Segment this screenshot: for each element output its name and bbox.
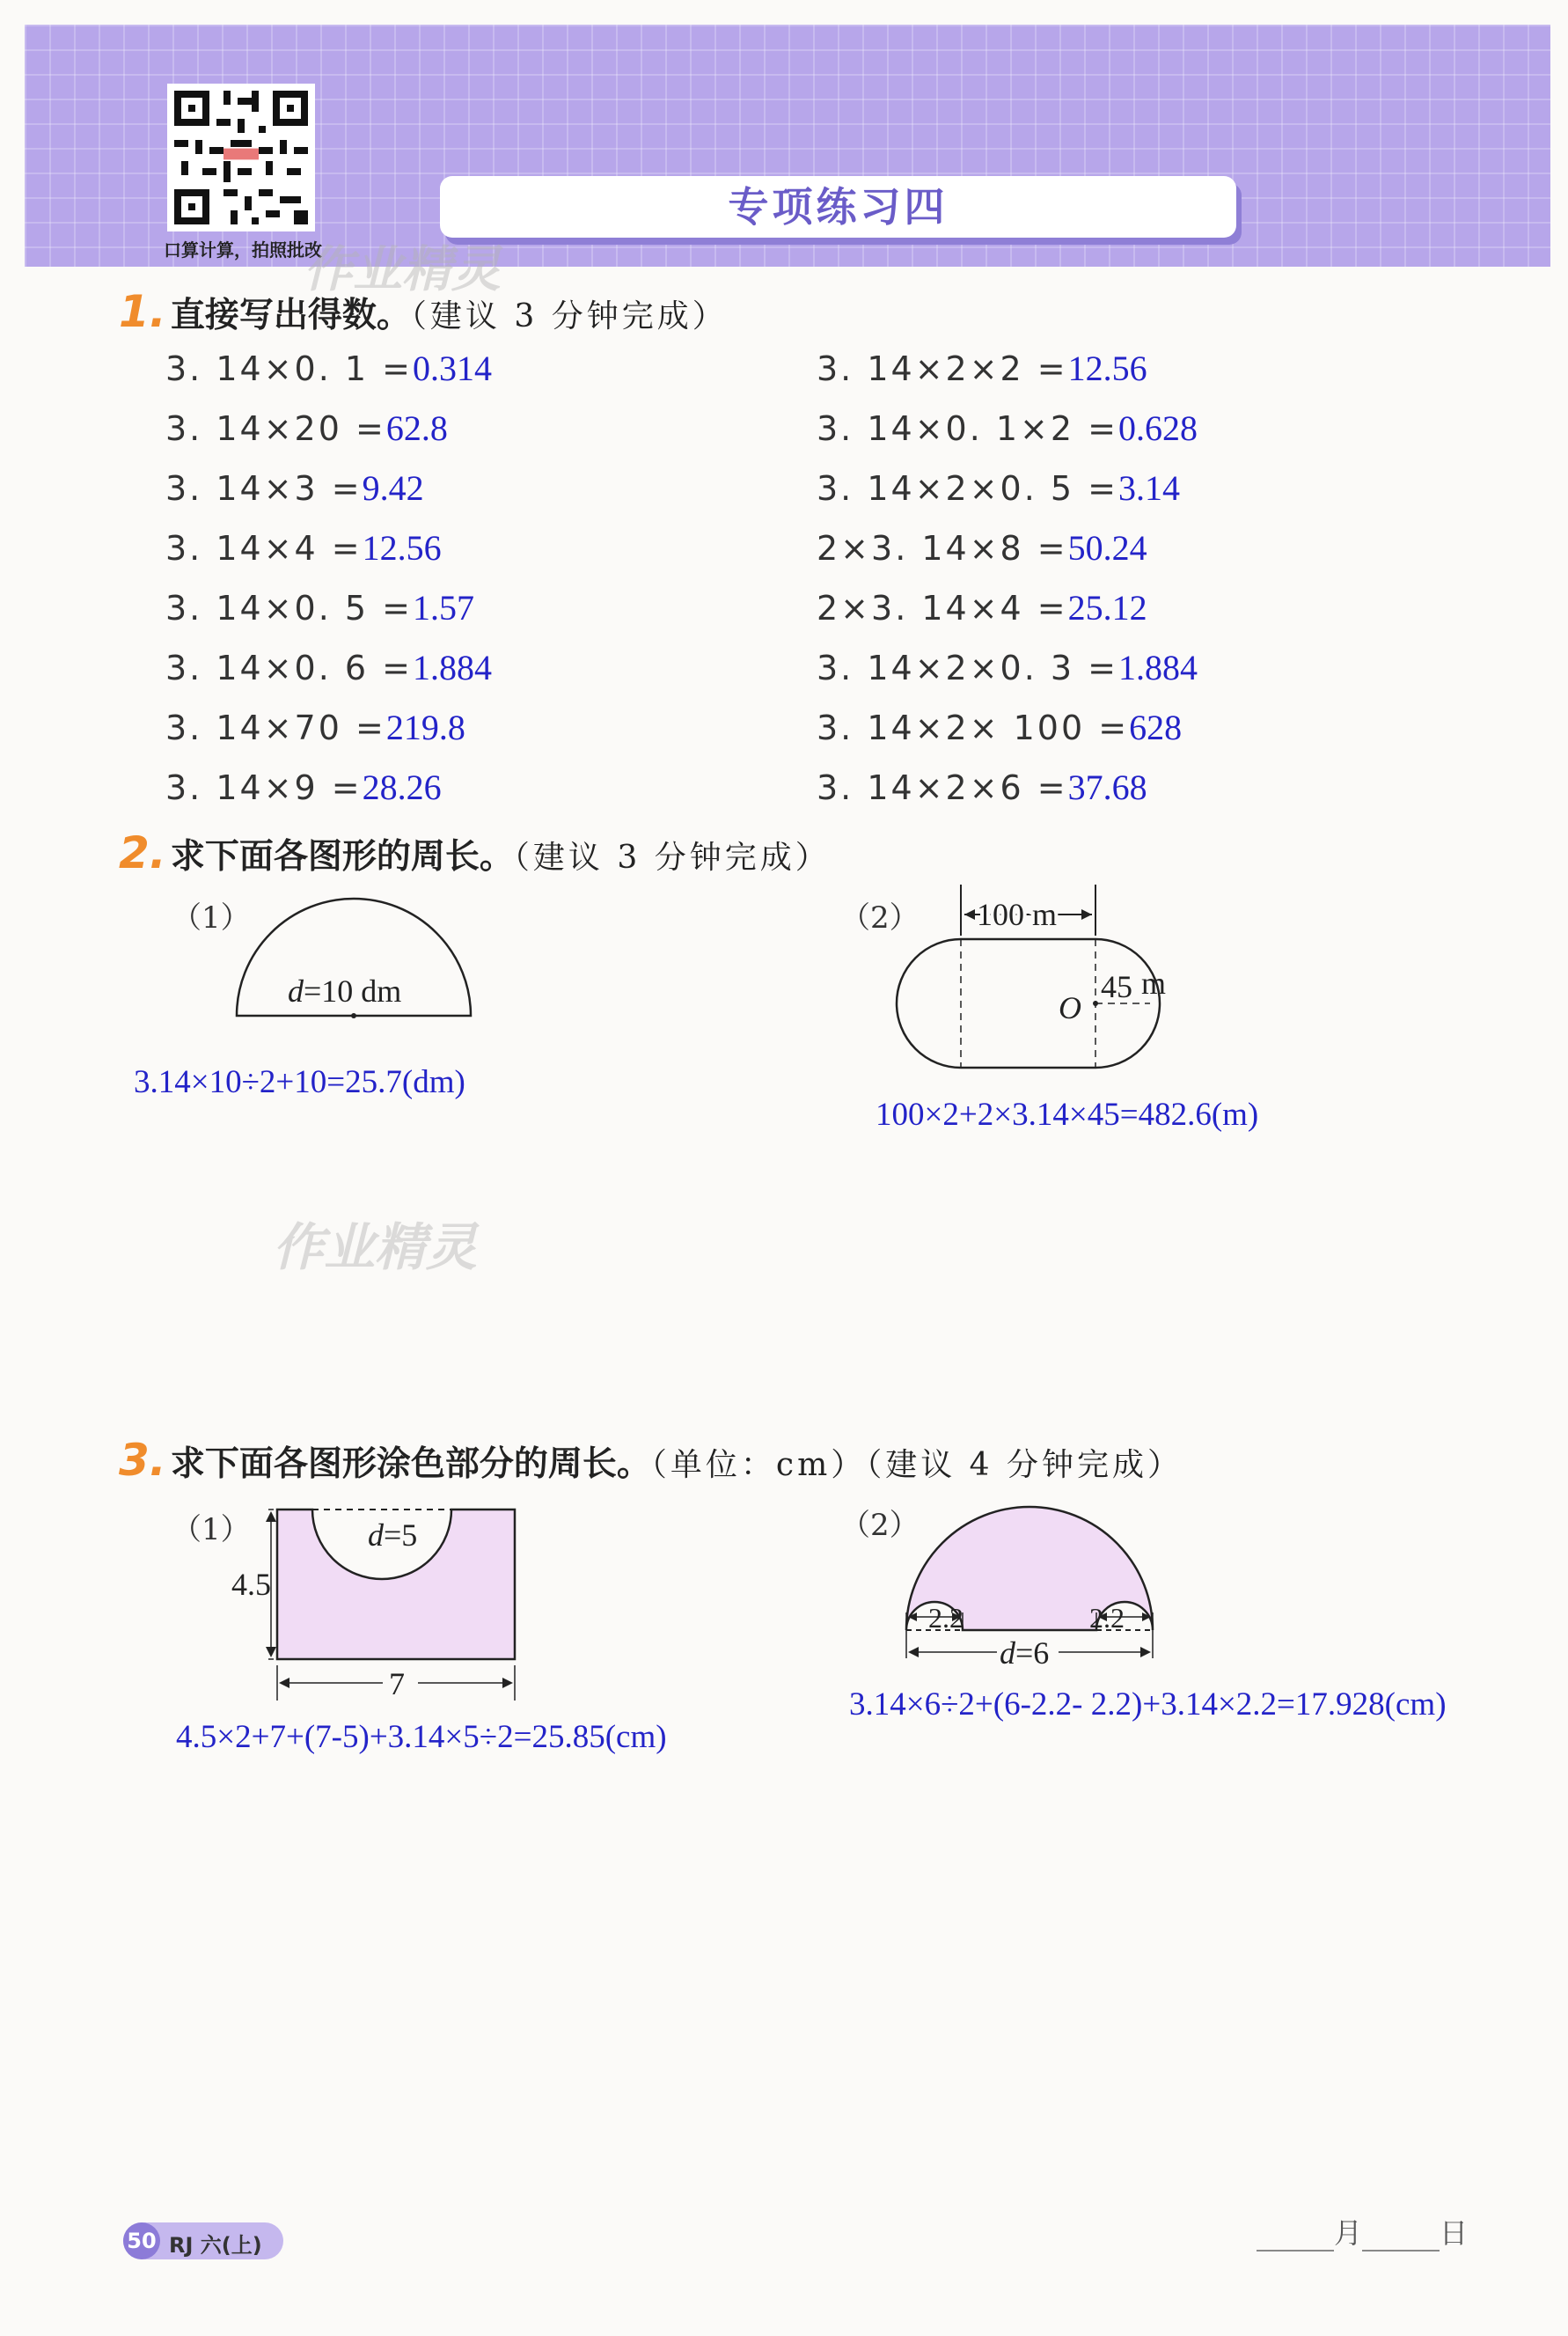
fig3-1-answer: 4.5×2+7+(7-5)+3.14×5÷2=25.85(cm) — [176, 1719, 667, 1755]
day-blank[interactable] — [1362, 2223, 1440, 2252]
section1-left-column — [165, 348, 492, 826]
arched-figure — [893, 1496, 1183, 1672]
equation-row: 3. 14×20 =62.8 — [165, 408, 448, 448]
date-field — [1257, 2211, 1468, 2252]
section2-hint: （建议 3 分钟完成） — [513, 840, 831, 876]
large-diameter-label: d=6 — [1000, 1635, 1050, 1671]
qr-caption: 口算计算，拍照批改 — [164, 239, 322, 261]
section3-heading — [119, 1435, 1183, 1486]
stadium-figure — [893, 885, 1210, 1078]
stadium-center-label: O — [1059, 990, 1081, 1025]
equation-row: 3. 14×0. 6 =1.884 — [165, 648, 492, 687]
equation-row: 2×3. 14×8 =50.24 — [817, 528, 1147, 568]
equation-row: 3. 14×70 =219.8 — [165, 708, 465, 747]
stadium-radius-unit: m — [1141, 966, 1167, 1001]
equation-row: 3. 14×9 =28.26 — [165, 768, 442, 807]
cutout-diameter-label: d=5 — [368, 1517, 418, 1553]
semicircle-diameter-label: d=10 dm — [288, 973, 402, 1009]
equation-row: 3. 14×2×0. 3 =1.884 — [817, 648, 1198, 687]
section1-heading — [119, 286, 728, 337]
qr-code-icon[interactable] — [167, 84, 315, 231]
section3-number: 3. — [119, 1435, 166, 1486]
small-diameter-left: 2.2 — [928, 1602, 964, 1634]
equation-row: 3. 14×2×6 =37.68 — [817, 768, 1147, 807]
section3-title: 求下面各图形涂色部分的周长。 — [170, 1444, 651, 1484]
equation-row: 3. 14×2×0. 5 =3.14 — [817, 468, 1180, 508]
section1-number: 1. — [119, 286, 166, 337]
watermark-mid: 作业精灵 — [273, 1217, 478, 1277]
day-label: 日 — [1440, 2216, 1469, 2250]
fig2-2-answer: 100×2+2×3.14×45=482.6(m) — [876, 1097, 1259, 1133]
equation-row: 2×3. 14×4 =25.12 — [817, 588, 1147, 628]
equation-row: 3. 14×0. 5 =1.57 — [165, 588, 474, 628]
month-blank[interactable] — [1257, 2223, 1334, 2252]
equation-row: 3. 14×0. 1 =0.314 — [165, 349, 492, 388]
rect-width-label: 7 — [389, 1666, 405, 1701]
equation-row: 3. 14×3 =9.42 — [165, 468, 424, 508]
equation-row: 3. 14×2×2 =12.56 — [817, 349, 1147, 388]
stadium-radius-label: 45 — [1101, 969, 1132, 1004]
fig3-1-label: （1） — [172, 1512, 251, 1547]
section2-title: 求下面各图形的周长。 — [170, 837, 514, 877]
fig3-2-label: （2） — [840, 1508, 920, 1543]
fig2-1-answer: 3.14×10÷2+10=25.7(dm) — [134, 1064, 465, 1100]
section2-heading — [119, 827, 831, 878]
section1-hint: （建议 3 分钟完成） — [410, 298, 728, 334]
watermark: 作业精灵 — [304, 241, 501, 298]
equation-row: 3. 14×0. 1×2 =0.628 — [817, 408, 1198, 448]
fig2-1-label: （1） — [172, 900, 251, 936]
equation-row: 3. 14×2× 100 =628 — [817, 708, 1183, 747]
section2-number: 2. — [119, 827, 166, 878]
rect-height-label: 4.5 — [231, 1567, 271, 1602]
month-label: 月 — [1334, 2216, 1363, 2250]
equation-row: 3. 14×4 =12.56 — [165, 528, 442, 568]
fig2-2-label: （2） — [840, 900, 920, 936]
page-title: 专项练习四 — [440, 176, 1236, 238]
small-diameter-right: 2.2 — [1089, 1602, 1125, 1634]
page-number: 50 — [123, 2222, 160, 2259]
fig3-2-answer: 3.14×6÷2+(6-2.2- 2.2)+3.14×2.2=17.928(cm) — [849, 1686, 1447, 1723]
section1-title: 直接写出得数。 — [170, 296, 411, 335]
section1-right-column — [817, 348, 1198, 826]
section3-hint: （单位：cm）（建议 4 分钟完成） — [650, 1447, 1183, 1483]
semicircle-figure — [224, 889, 488, 1030]
rectangle-cutout-figure — [224, 1496, 528, 1708]
stadium-length-label: 100 m — [977, 897, 1058, 932]
book-code: RJ 六(上) — [169, 2233, 262, 2258]
